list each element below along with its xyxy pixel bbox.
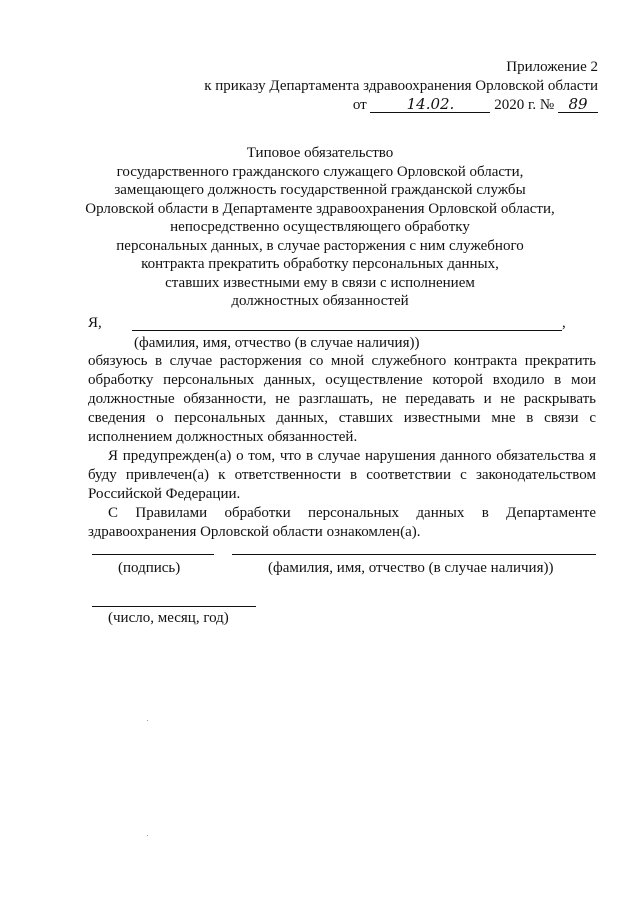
ya-label: Я,	[88, 315, 102, 331]
fio-comma: ,	[562, 315, 566, 331]
signature-fio-caption: (фамилия, имя, отчество (в случае наличия))	[268, 560, 554, 576]
document-title	[60, 144, 580, 311]
scan-speck	[147, 835, 148, 836]
fio-hint: (фамилия, имя, отчество (в случае наличия))	[134, 335, 420, 351]
signature-fio-line	[232, 554, 596, 555]
title-line: контракта прекратить обработку персональных данных,	[141, 256, 499, 272]
handwritten-number: 89	[558, 96, 598, 113]
fio-line	[88, 314, 568, 333]
date-prefix: от	[352, 97, 367, 113]
title-line: персональных данных, в случае расторжения с ним служебного	[116, 237, 524, 254]
scan-speck	[147, 720, 148, 721]
fio-blank	[132, 330, 562, 331]
obligation-body	[88, 352, 596, 542]
date-line	[92, 606, 256, 607]
signature-caption: (подпись)	[118, 560, 181, 576]
title-line: замещающего должность государственной гражданской службы	[114, 182, 526, 198]
title-line: государственного гражданского служащего Орловской области,	[116, 163, 524, 180]
appendix-order-ref: к приказу Департамента здравоохранения Орловской области	[204, 78, 598, 94]
title-line: Орловской области в Департаменте здравоохранения Орловской области,	[85, 200, 555, 217]
title-line: ставших известными ему в связи с исполнением	[165, 274, 475, 291]
title-line: должностных обязанностей	[231, 293, 409, 309]
paragraph-acknowledgement: С Правилами обработки персональных данных в Департаменте здравоохранения Орловской области ознакомлен(а).	[88, 505, 596, 540]
year-number-label: 2020 г. №	[494, 97, 555, 113]
paragraph-obligation: обязуюсь в случае расторжения со мной служебного контракта прекратить обработку персональных данных, осуществление которой входило в мои должностные обязанности, не разглашать, не передавать и не раскрывать сведения о персональных данных, ставших известными мне в связи с исполнением должностных обязанностей.	[88, 353, 596, 445]
date-caption: (число, месяц, год)	[108, 610, 229, 626]
title-line: Типовое обязательство	[246, 145, 394, 161]
signature-line	[92, 554, 214, 555]
paragraph-warning: Я предупрежден(а) о том, что в случае нарушения данного обязательства я буду привлечен(а) к ответственности в соответствии с законодательством Российской Федерации.	[88, 448, 596, 502]
appendix-header	[204, 58, 598, 115]
title-line: непосредственно осуществляющего обработку	[170, 219, 470, 235]
appendix-title: Приложение 2	[506, 59, 598, 75]
appendix-date-line	[204, 96, 598, 115]
handwritten-date: 14.02.	[370, 96, 490, 113]
